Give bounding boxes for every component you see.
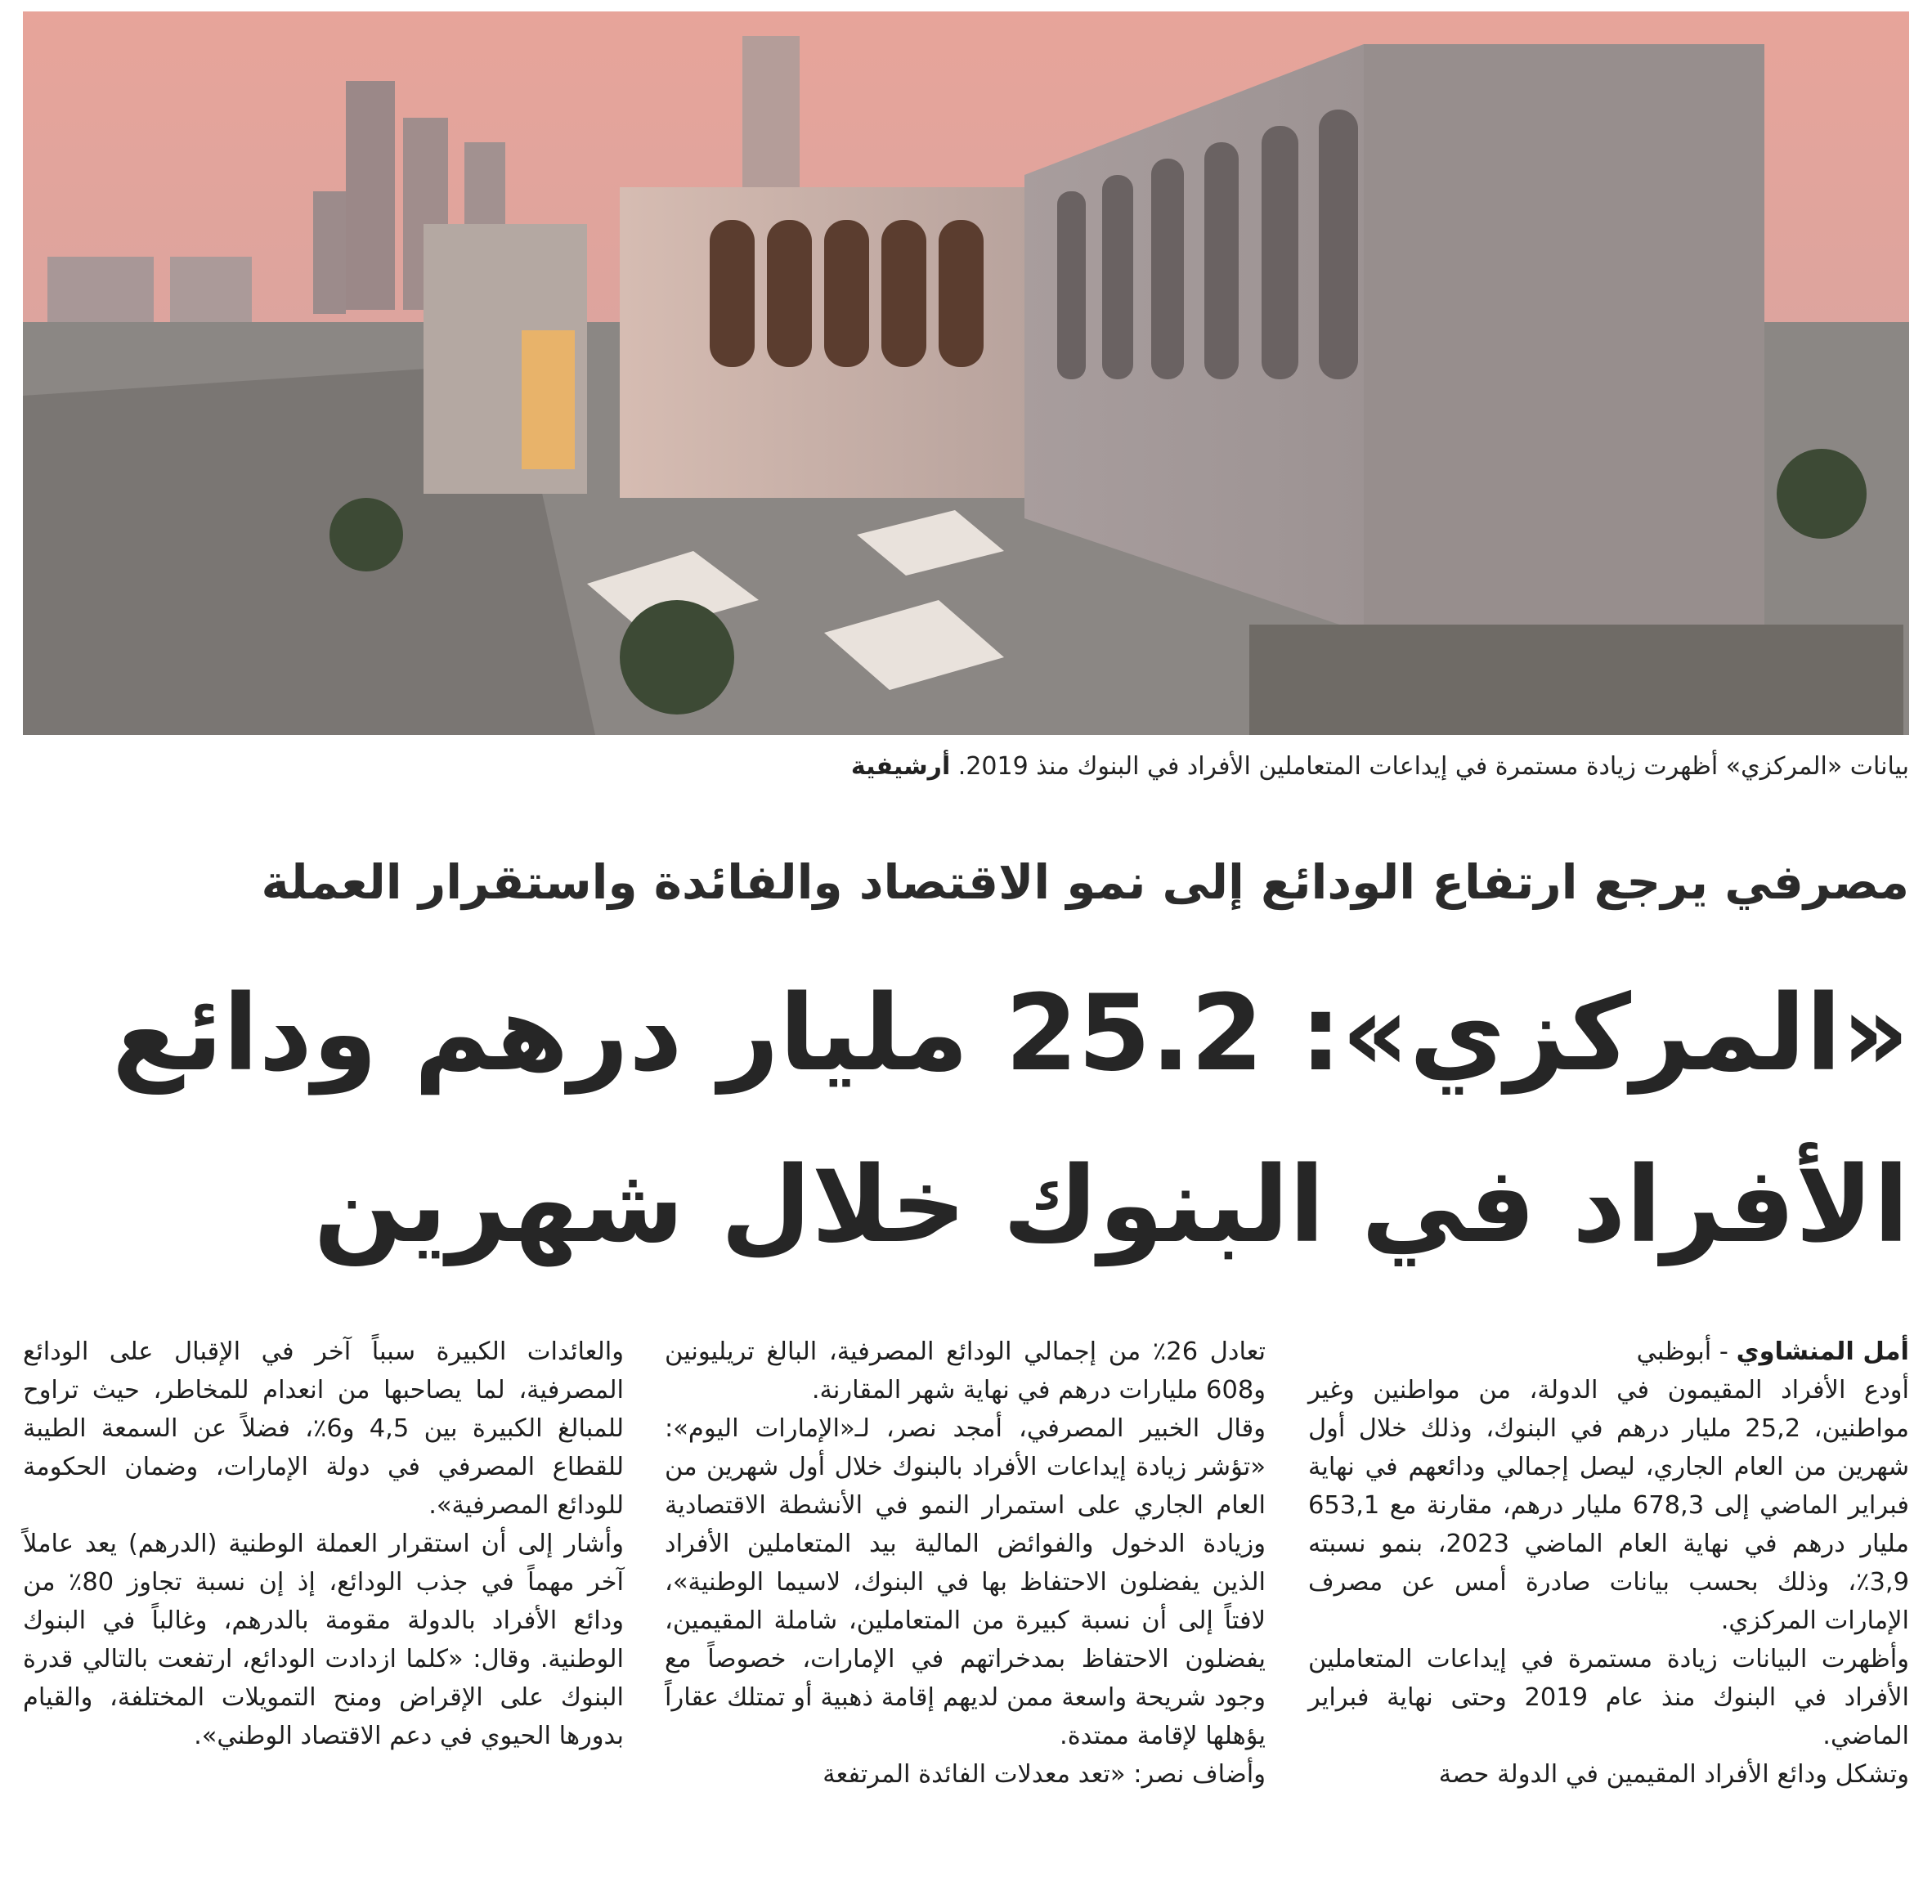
paragraph: وأضاف نصر: «تعد معدلات الفائدة المرتفعة	[823, 1760, 1266, 1789]
caption-text: بيانات «المركزي» أظهرت زيادة مستمرة في إيداعات المتعاملين الأفراد في البنوك منذ 2019.	[950, 752, 1909, 781]
article-photo	[23, 11, 1909, 735]
photo-caption	[23, 746, 1909, 788]
headline-line-1: «المركزي»: 25.2 مليار درهم ودائع	[112, 973, 1909, 1095]
article-column-3	[23, 1333, 624, 1856]
paragraph: وأشار إلى أن استقرار العملة الوطنية (الدرهم) يعد عاملاً آخر مهماً في جذب الودائع، إذ إن نسبة تجاوز 80٪ من ودائع الأفراد بالدولة مقومة بالدرهم، وغالباً في البنوك الوطنية. وقال: «كلما ازدادت الودائع، ارتفعت بالتالي قدرة البنوك على الإقراض ومنح التمويلات المختلفة، والقيام بدورها الحيوي في دعم الاقتصاد الوطني».	[23, 1530, 624, 1750]
article-column-2	[665, 1333, 1266, 1856]
byline	[1308, 1333, 1909, 1371]
byline-separator: -	[1711, 1337, 1737, 1366]
paragraph: وقال الخبير المصرفي، أمجد نصر، لـ«الإمارات اليوم»: «تؤشر زيادة إيداعات الأفراد بالبنوك خلال أول شهرين من العام الجاري على استمرار النمو في الأنشطة الاقتصادية وزيادة الدخول والفوائض المالية بيد المتعاملين الأفراد الذين يفضلون الاحتفاظ بها في البنوك، لاسيما الوطنية»، لافتاً إلى أن نسبة كبيرة من المتعاملين، شاملة المقيمين، يفضلون الاحتفاظ بمدخراتهم في الإمارات، خصوصاً مع وجود شريحة واسعة ممن لديهم إقامة ذهبية أو تمتلك عقاراً يؤهلها لإقامة ممتدة.	[665, 1414, 1266, 1750]
central-bank-building-photo	[23, 11, 1909, 735]
paragraph: والعائدات الكبيرة سبباً آخر في الإقبال على الودائع المصرفية، لما يصاحبها من انعدام للمخاطر، حيث تراوح للمبالغ الكبيرة بين 4,5 و6٪، فضلاً عن السمعة الطيبة للقطاع المصرفي في دولة الإمارات، وضمان الحكومة للودائع المصرفية».	[23, 1337, 624, 1520]
paragraph: وتشكل ودائع الأفراد المقيمين في الدولة حصة	[1438, 1760, 1909, 1789]
headline-line-2: الأفراد في البنوك خلال شهرين	[313, 1145, 1909, 1266]
paragraph: أودع الأفراد المقيمون في الدولة، من مواطنين وغير مواطنين، 25,2 مليار درهم في البنوك، وذلك خلال أول شهرين من العام الجاري، ليصل إجمالي ودائعهم في نهاية فبراير الماضي إلى 678,3 مليار درهم، مقارنة مع 653,1 مليار درهم في نهاية العام الماضي 2023، بنمو نسبته 3,9٪، وذلك بحسب بيانات صادرة أمس عن مصرف الإمارات المركزي.	[1308, 1376, 1909, 1635]
article-headline	[23, 948, 1909, 1292]
paragraph: تعادل 26٪ من إجمالي الودائع المصرفية، البالغ تريليونين و608 مليارات درهم في نهاية شهر المقارنة.	[665, 1337, 1266, 1404]
byline-location: أبوظبي	[1636, 1337, 1712, 1366]
paragraph: وأظهرت البيانات زيادة مستمرة في إيداعات المتعاملين الأفراد في البنوك منذ عام 2019 وحتى نهاية فبراير الماضي.	[1308, 1645, 1909, 1750]
article-kicker: مصرفي يرجع ارتفاع الودائع إلى نمو الاقتصاد والفائدة واستقرار العملة	[261, 854, 1909, 910]
article-column-1	[1308, 1333, 1909, 1856]
byline-author: أمل المنشاوي	[1736, 1337, 1909, 1366]
caption-credit: أرشيفية	[850, 752, 951, 781]
